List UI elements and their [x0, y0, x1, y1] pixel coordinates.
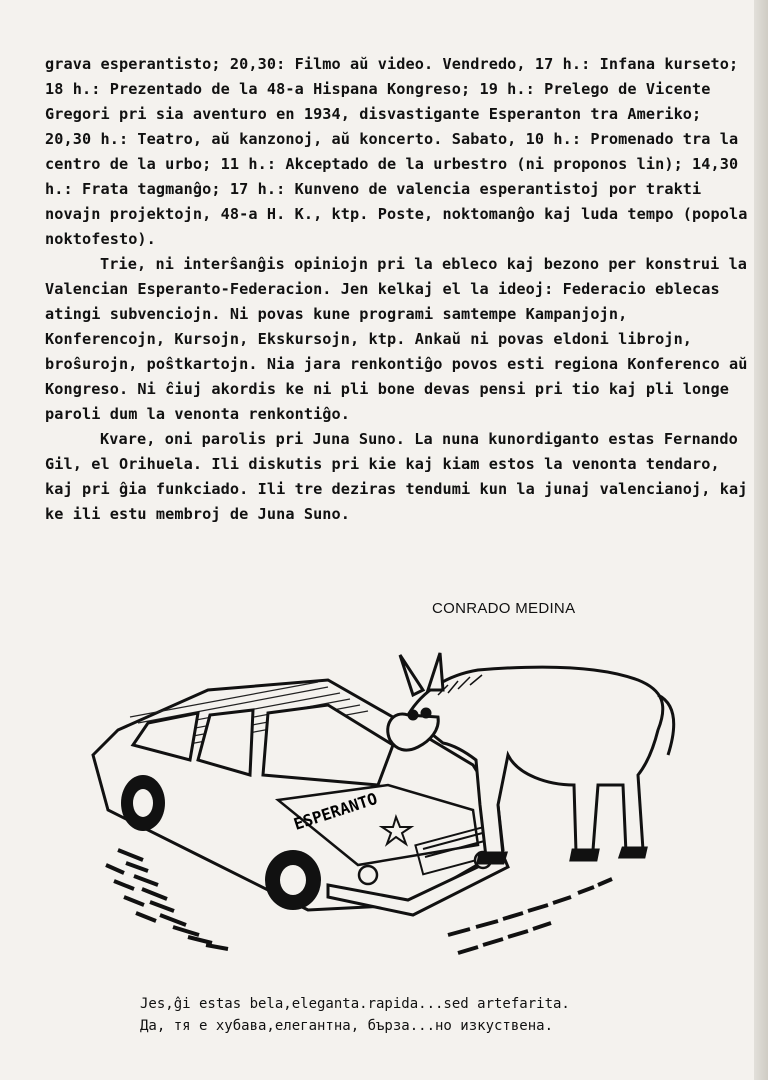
- author-signature: CONRADO MEDINA: [432, 600, 576, 617]
- tire-tracks-left: [106, 850, 228, 949]
- caption-esperanto: Jes,ĝi estas bela,eleganta.rapida...sed artefarita.: [140, 996, 570, 1012]
- article-paragraph-3: Kvare, oni parolis pri Juna Suno. La nuna kunordiganto estas Fernando Gil, el Orihuela. Ili diskutis pri kie kaj kiam estos la venonta tendaro, kaj pri ĝia funkciado. Ili tre deziras tendumi kun la junaj valencianoj, kaj ke ili estu membroj de Juna Suno.: [45, 430, 748, 523]
- tire-tracks-right: [448, 879, 612, 953]
- article-paragraph-1: grava esperantisto; 20,30: Filmo aŭ video. Vendredo, 17 h.: Infana kurseto; 18 h.: Prezentado de la 48-a Hispana Kongreso; 19 h.: Prelego de Vicente Gregori pri sia aventuro en 1934, disvastigante Esperanton tra Ameriko; 20,30 h.: Teatro, aŭ kanzonoj, aŭ koncerto. Sabato, 10 h.: Promenado tra la centro de la urbo; 11 h.: Akceptado de la urbestro (ni proponos lin); 14,30 h.: Frata tagmanĝo; 17 h.: Kunveno de valencia esperantistoj por trakti novajn projektojn, 48-a H. K., ktp. Poste, noktomanĝo kaj luda tempo (popola noktofesto).: [45, 55, 748, 248]
- illustration-caption: [140, 993, 570, 1037]
- article-body: [45, 52, 750, 527]
- article-paragraph-2: Trie, ni interŝanĝis opiniojn pri la ebleco kaj bezono per konstrui la Valencian Esperanto-Federacion. Jen kelkaj el la ideoj: Federacio eblecas atingi subvenciojn. Ni povas kune programi samtempe Kampanjojn, Konferencojn, Kursojn, Ekskursojn, ktp. Ankaŭ ni povas eldoni librojn, broŝurojn, poŝtkartojn. Nia jara renkontiĝo povos esti regiona Konferenco aŭ Kongreso. Ni ĉiuj akordis ke ni pli bone devas pensi pri tio kaj pli longe paroli dum la venonta renkontiĝo.: [45, 255, 748, 423]
- car-label: ESPERANTO: [291, 788, 380, 834]
- car-and-donkey-illustration: [78, 635, 678, 965]
- page-edge-shadow: [754, 0, 768, 1080]
- caption-bulgarian: Да, тя е хубава,елегантна, бърза...но изкуствена.: [140, 1018, 554, 1034]
